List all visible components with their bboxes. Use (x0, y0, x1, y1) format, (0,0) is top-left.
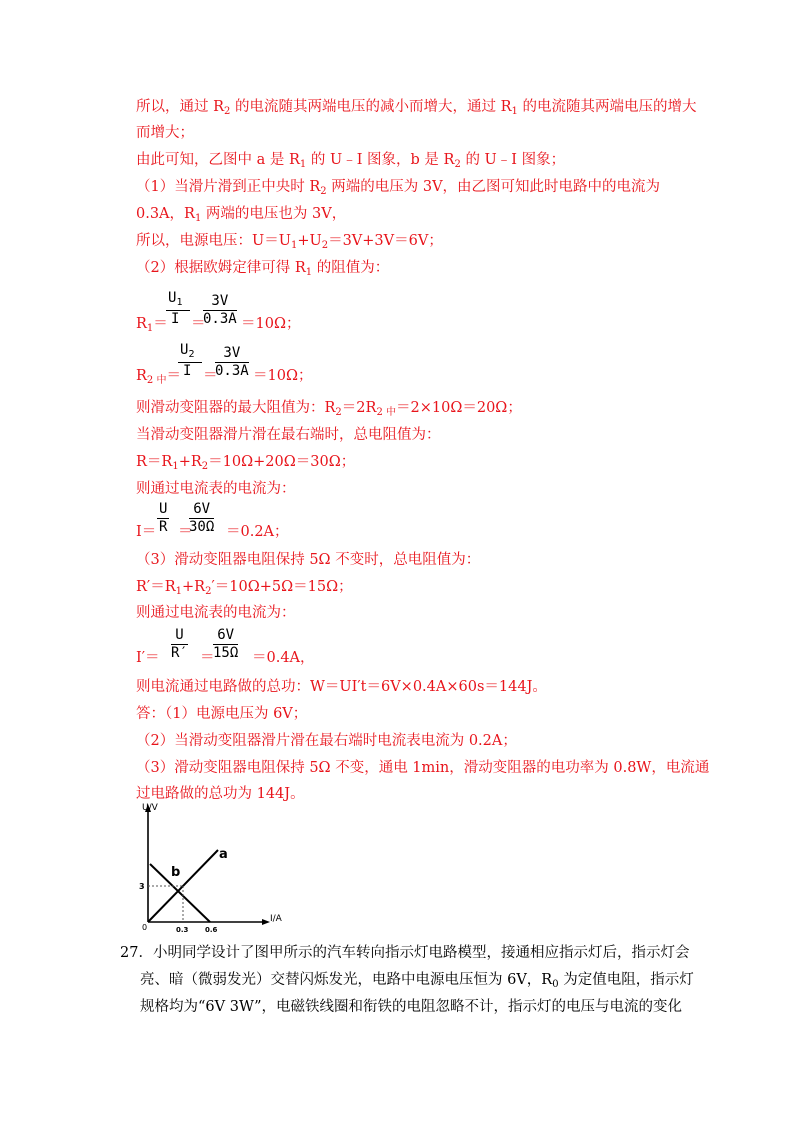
solution-line-2: 而增大； (136, 125, 194, 141)
formula-i-lhs: I＝ (136, 524, 157, 540)
frac-denominator: I (171, 311, 180, 327)
q27-line-3: 规格均为“6V 3W”，电磁铁线圈和衔铁的电阻忽略不计，指示灯的电压与电流的变化 (140, 999, 683, 1015)
solution-line-11: 则通过电流表的电流为： (136, 481, 296, 497)
origin-label: 0 (142, 923, 148, 932)
y-axis-label: U/V (142, 803, 158, 813)
frac-numerator: $U_2$ (180, 342, 195, 360)
solution-line-13: $R'=R_1+R_2'=10\Omega+5\Omega=15\Omega$； (136, 579, 353, 597)
solution-line-7: （2）根据欧姆定律可得 $R_1$ 的阻值为： (136, 260, 390, 278)
frac-denominator: R (159, 519, 168, 535)
solution-line-12: （3）滑动变阻器电阻保持 5Ω 不变时，总电阻值为： (136, 552, 481, 568)
solution-line-15: 则电流通过电路做的总功：W＝UI′t＝6V×0.4A×60s＝144J。 (136, 679, 547, 695)
y-tick-3: 3 (139, 882, 145, 891)
line-b-label: b (171, 865, 181, 880)
x-axis-arrow (262, 919, 270, 925)
answer-line-4: 过电路做的总功为 144J。 (136, 786, 305, 802)
formula-i-result: ＝0.2A； (226, 524, 289, 540)
solution-line-10: $R=R_1+R_2=10\Omega+20\Omega=30\Omega$； (136, 454, 356, 472)
formula-r1-lhs: $R_1=$ (136, 316, 168, 334)
frac-denominator: 30Ω (189, 519, 215, 535)
solution-line-14: 则通过电流表的电流为： (136, 605, 296, 621)
formula-r1-frac-a (166, 290, 184, 328)
frac-denominator: I (183, 363, 192, 379)
line-a-label: a (219, 847, 228, 862)
formula-r2-result: ＝10Ω； (253, 368, 313, 384)
formula-r1-result: ＝10Ω； (241, 316, 301, 332)
x-axis-label: I/A (270, 914, 282, 924)
answer-line-3: （3）滑动变阻器电阻保持 5Ω 不变，通电 1min，滑动变阻器的电功率为 0.8W，电流通 (136, 760, 710, 776)
formula-r2-frac-b (215, 345, 249, 380)
frac-numerator: 6V (189, 501, 214, 519)
x-tick-0.6: 0.6 (205, 926, 218, 934)
solution-line-9: 当滑动变阻器滑片滑在最右端时，总电阻值为： (136, 427, 441, 443)
formula-i2-result: ＝0.4A， (252, 650, 315, 666)
frac-denominator: 0.3A (215, 363, 249, 379)
solution-line-4: （1）当滑片滑到正中央时 $R_2$ 两端的电压为 3V，由乙图可知此时电路中的电流为 (136, 179, 661, 197)
frac-denominator: 15Ω (213, 645, 239, 661)
formula-i2-lhs: I′＝ (136, 650, 160, 666)
ui-graph (136, 798, 296, 934)
formula-r1-frac-b (203, 293, 237, 328)
q27-line-2: 亮、暗（微弱发光）交替闪烁发光，电路中电源电压恒为 6V，$R_0$ 为定值电阻，指示灯 (140, 972, 694, 990)
formula-i-frac-b (189, 501, 214, 536)
frac-numerator: 3V (215, 345, 249, 363)
formula-i-frac-a (157, 501, 169, 536)
frac-numerator: 3V (203, 293, 237, 311)
formula-r2-eq: ＝ (203, 368, 218, 384)
solution-line-6: 所以，电源电压：$U=U_1+U_2=3V+3V=6V$； (136, 233, 443, 251)
frac-denominator: 0.3A (203, 311, 237, 327)
answer-line-1: 答：（1）电源电压为 6V； (136, 706, 308, 722)
fraction-bar (166, 310, 190, 311)
solution-line-1: 所以，通过 $R_2$ 的电流随其两端电压的减小而增大，通过 $R_1$ 的电流随其两端电压的增大 (136, 99, 697, 117)
formula-i2-frac-a (171, 627, 188, 662)
solution-line-8: 则滑动变阻器的最大阻值为：$R_2=2R_{2 中}=2\times 10\Omega=20\Omega$； (136, 400, 522, 418)
solution-line-5: 0.3A，$R_1$ 两端的电压也为 3V， (136, 206, 347, 224)
formula-r2-lhs: $R_{2 中}=$ (136, 368, 181, 386)
formula-i2-frac-b (213, 627, 238, 662)
formula-i-eq: ＝ (178, 524, 193, 540)
fraction-bar (178, 362, 202, 363)
formula-r2-frac-a (178, 342, 196, 380)
frac-numerator: $U_1$ (168, 290, 183, 308)
frac-denominator: R′ (171, 645, 188, 661)
x-tick-0.3: 0.3 (176, 926, 189, 934)
frac-numerator: 6V (213, 627, 238, 645)
solution-line-3: 由此可知，乙图中 a 是 $R_1$ 的 U﹣I 图象，b 是 $R_2$ 的 U﹣I 图象； (136, 152, 566, 170)
formula-r1-eq: ＝ (191, 316, 206, 332)
answer-line-2: （2）当滑动变阻器滑片滑在最右端时电流表电流为 0.2A； (136, 733, 517, 749)
q27-line-1: 27．小明同学设计了图甲所示的汽车转向指示灯电路模型，接通相应指示灯后，指示灯会 (120, 945, 690, 961)
formula-i2-eq: ＝ (200, 650, 215, 666)
frac-numerator: U (171, 627, 188, 645)
frac-numerator: U (159, 501, 168, 517)
